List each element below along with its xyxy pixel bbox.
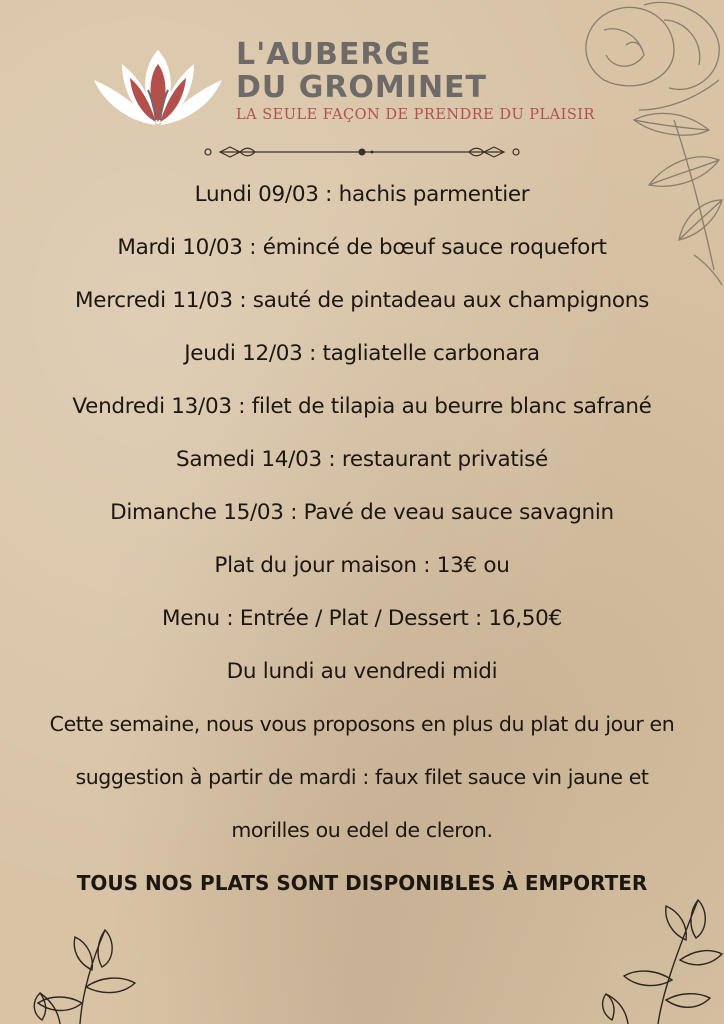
leaf-sprig-icon bbox=[20, 925, 150, 1024]
menu-line-thursday: Jeudi 12/03 : tagliatelle carbonara bbox=[184, 341, 540, 366]
menu-line-sunday: Dimanche 15/03 : Pavé de veau sauce savagnin bbox=[110, 500, 614, 525]
brand-name-line-2: DU GROMINET bbox=[236, 70, 488, 105]
menu-line-availability: Du lundi au vendredi midi bbox=[226, 659, 498, 684]
brand-tagline: LA SEULE FAÇON DE PRENDRE DU PLAISIR bbox=[236, 107, 595, 123]
leaf-sprig-icon bbox=[598, 890, 724, 1024]
menu-line-dish-price: Plat du jour maison : 13€ ou bbox=[214, 553, 510, 578]
menu-line-suggestion-2: suggestion à partir de mardi : faux filet sauce vin jaune et bbox=[75, 765, 649, 789]
lotus-logo-icon bbox=[92, 42, 224, 128]
menu-line-saturday: Samedi 14/03 : restaurant privatisé bbox=[176, 447, 548, 472]
menu-line-monday: Lundi 09/03 : hachis parmentier bbox=[194, 182, 530, 207]
menu-line-suggestion-1: Cette semaine, nous vous proposons en plus du plat du jour en bbox=[49, 712, 675, 736]
weekly-menu bbox=[0, 168, 724, 910]
brand-name bbox=[236, 38, 487, 104]
menu-line-wednesday: Mercredi 11/03 : sauté de pintadeau aux champignons bbox=[75, 288, 649, 313]
menu-takeaway-notice: TOUS NOS PLATS SONT DISPONIBLES À EMPORTER bbox=[76, 871, 648, 895]
divider-ornament-icon bbox=[200, 143, 524, 161]
brand-name-line-1: L'AUBERGE bbox=[236, 37, 432, 72]
menu-line-friday: Vendredi 13/03 : filet de tilapia au beurre blanc safrané bbox=[72, 394, 652, 419]
brand-header bbox=[92, 38, 612, 133]
menu-line-formula-price: Menu : Entrée / Plat / Dessert : 16,50€ bbox=[162, 606, 562, 631]
menu-line-tuesday: Mardi 10/03 : émincé de bœuf sauce roquefort bbox=[117, 235, 607, 260]
menu-line-suggestion-3: morilles ou edel de cleron. bbox=[231, 818, 493, 842]
